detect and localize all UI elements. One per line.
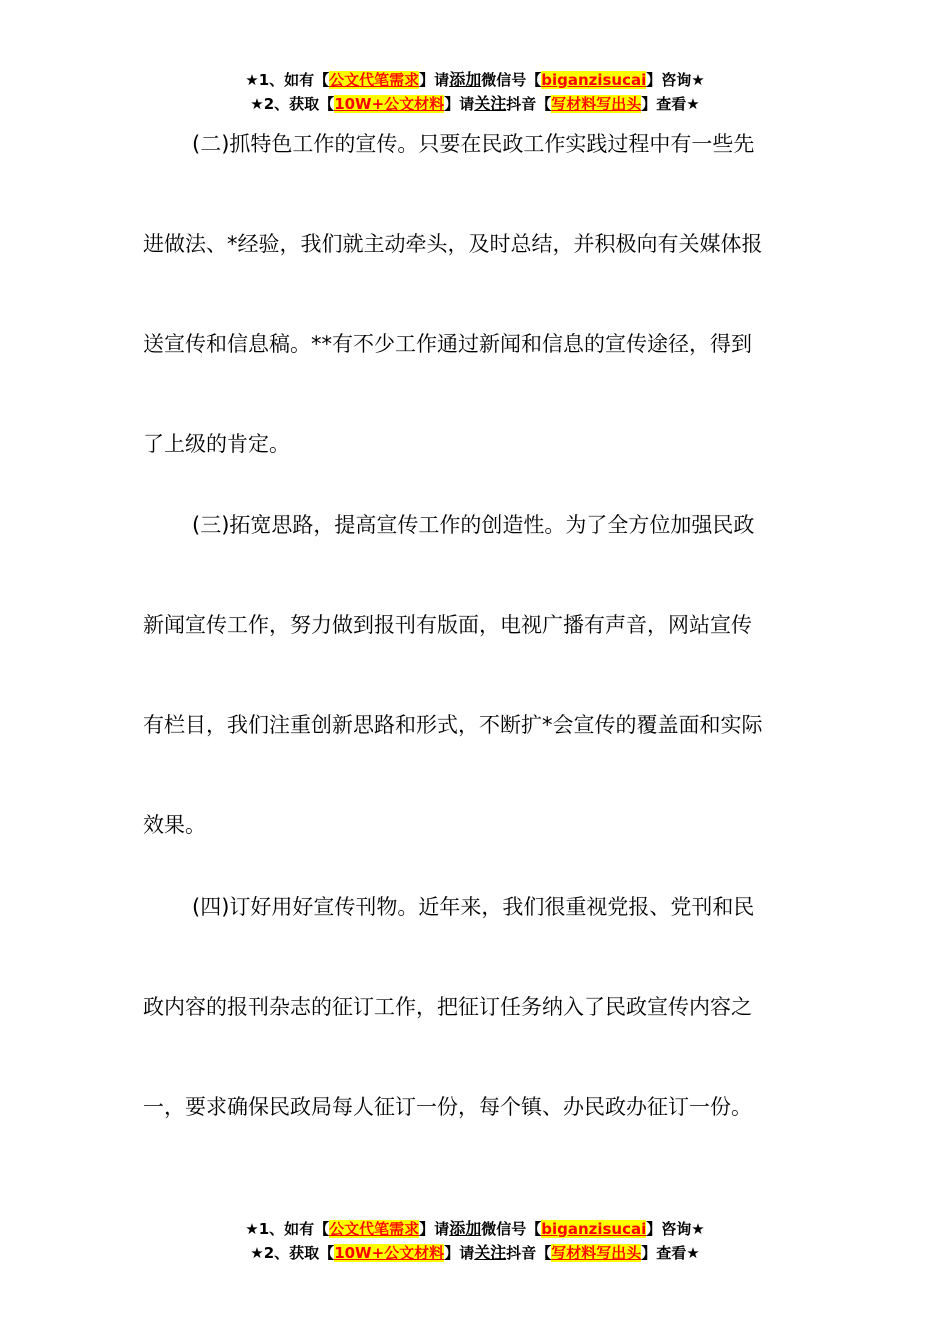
paragraph-2-line-1: (二)抓特色工作的宣传。只要在民政工作实践过程中有一些先: [192, 132, 755, 156]
footer-line-2: [0, 1241, 950, 1265]
footer-banner: [0, 1217, 950, 1265]
header-line-2-prefix: ★2、获取【: [250, 95, 335, 113]
paragraph-4-line-2: 政内容的报刊杂志的征订工作，把征订任务纳入了民政宣传内容之: [143, 995, 752, 1019]
paragraph-2-line-2: 进做法、*经验，我们就主动牵头，及时总结，并积极向有关媒体报: [143, 232, 763, 256]
paragraph-4-line-1: (四)订好用好宣传刊物。近年来，我们很重视党报、党刊和民: [192, 895, 755, 919]
footer-line-1-highlight-wechat: biganzisucai: [541, 1220, 647, 1238]
footer-line-2-keyword: 关注: [474, 1243, 507, 1262]
footer-line-1-highlight-service: 公文代笔需求: [329, 1220, 420, 1238]
header-line-1-suffix: 】咨询★: [646, 71, 705, 89]
header-line-2-keyword: 关注: [474, 94, 507, 113]
footer-line-2-highlight-douyin: 写材料写出头: [551, 1244, 642, 1262]
footer-line-2-middle: 】请: [444, 1244, 475, 1262]
header-line-1-prefix: ★1、如有【: [245, 71, 330, 89]
footer-line-2-prefix: ★2、获取【: [250, 1244, 335, 1262]
header-line-1-middle-2: 微信号【: [481, 71, 542, 89]
header-line-2-middle: 】请: [444, 95, 475, 113]
header-line-2-suffix: 】查看★: [641, 95, 700, 113]
header-line-1: [0, 68, 950, 92]
footer-line-1-suffix: 】咨询★: [646, 1220, 705, 1238]
footer-line-2-highlight-materials: 10W+公文材料: [334, 1244, 445, 1262]
header-line-1-middle: 】请: [419, 71, 450, 89]
header-line-2: [0, 92, 950, 116]
paragraph-3-line-2: 新闻宣传工作，努力做到报刊有版面，电视广播有声音，网站宣传: [143, 613, 752, 637]
footer-line-2-suffix: 】查看★: [641, 1244, 700, 1262]
footer-line-1-middle-2: 微信号【: [481, 1220, 542, 1238]
footer-line-2-middle-2: 抖音【: [506, 1244, 552, 1262]
footer-line-1: [0, 1217, 950, 1241]
paragraph-2-line-4: 了上级的肯定。: [143, 432, 290, 456]
footer-line-1-prefix: ★1、如有【: [245, 1220, 330, 1238]
header-line-2-highlight-materials: 10W+公文材料: [334, 95, 445, 113]
paragraph-3-line-1: (三)拓宽思路，提高宣传工作的创造性。为了全方位加强民政: [192, 513, 755, 537]
header-line-1-keyword: 添加: [449, 70, 482, 89]
paragraph-3-line-4: 效果。: [143, 813, 206, 837]
header-line-1-highlight-service: 公文代笔需求: [329, 71, 420, 89]
header-line-1-highlight-wechat: biganzisucai: [541, 71, 647, 89]
paragraph-4-line-3: 一，要求确保民政局每人征订一份，每个镇、办民政办征订一份。: [143, 1095, 752, 1119]
header-line-2-middle-2: 抖音【: [506, 95, 552, 113]
paragraph-3-line-3: 有栏目，我们注重创新思路和形式，不断扩*会宣传的覆盖面和实际: [143, 713, 763, 737]
header-banner: [0, 68, 950, 116]
footer-line-1-middle: 】请: [419, 1220, 450, 1238]
header-line-2-highlight-douyin: 写材料写出头: [551, 95, 642, 113]
footer-line-1-keyword: 添加: [449, 1219, 482, 1238]
paragraph-2-line-3: 送宣传和信息稿。**有不少工作通过新闻和信息的宣传途径，得到: [143, 332, 752, 356]
